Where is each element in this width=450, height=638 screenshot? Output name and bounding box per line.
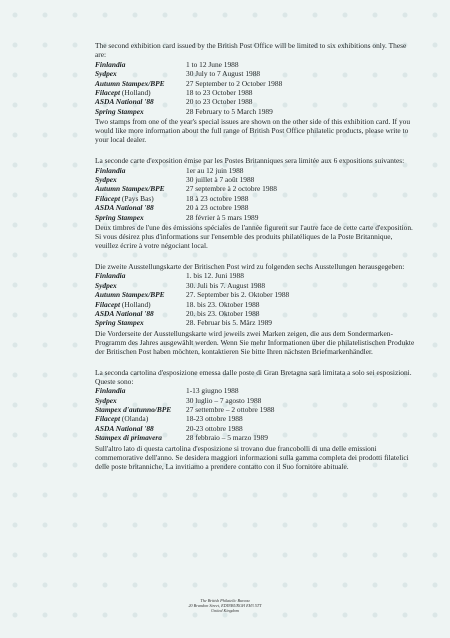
exhibition-row: [95, 203, 277, 212]
exhibition-dates: 20. bis 23. Oktober 1988: [186, 308, 260, 318]
exhibition-name: Sydpex: [95, 69, 117, 79]
exhibition-name: Sydpex: [95, 174, 117, 184]
exhibition-row: [95, 184, 277, 193]
exhibition-name: Finlandia: [95, 271, 126, 281]
exhibition-row: [95, 414, 274, 423]
exhibition-row: [95, 281, 289, 290]
exhibition-dates: 27. September bis 2. Oktober 1988: [186, 290, 290, 300]
exhibition-row: [95, 175, 277, 184]
exhibition-row: [95, 166, 277, 175]
exhibition-row: [95, 405, 274, 414]
publisher-name: The British Philatelic Bureau: [200, 598, 250, 603]
exhibition-row: [95, 213, 277, 222]
exhibition-row: [95, 60, 282, 69]
exhibition-dates: 30 luglio – 7 agosto 1988: [186, 395, 262, 405]
section-outro: Sull'altro lato di questa cartolina d'esposizione si trovano due francobolli di una delle emissioni commemorative dell'anno. Se desidera maggiori informazioni sulla gamma completa dei prodotti filatelici delle poste britanniche, La invitiamo a prendere contatto con il Suo fornitore abituale.: [95, 443, 409, 471]
section-intro: The second exhibition card issued by the British Post Office will be limited to six exhibitions only. These are:: [95, 41, 407, 60]
exhibition-name: Stampex di primavera: [95, 433, 162, 443]
exhibition-name: Stampex d'autunno/BPE: [95, 405, 172, 415]
exhibition-dates: 18-23 ottobre 1988: [186, 414, 243, 424]
exhibition-dates: 18 à 23 octobre 1988: [186, 193, 249, 203]
exhibition-dates: 27 septembre à 2 octobre 1988: [186, 184, 277, 194]
exhibition-dates: 30. Juli bis 7. August 1988: [186, 280, 266, 290]
exhibition-name: Autumn Stampex/BPE: [95, 184, 165, 194]
exhibition-row: [95, 433, 274, 442]
exhibition-dates: 1-13 giugno 1988: [186, 386, 239, 396]
section-german: [95, 262, 415, 356]
exhibition-name: Finlandia: [95, 59, 126, 69]
section-outro: Deux timbres de l'une des émissions spéciales de l'année figurent sur l'autre face de cette carte d'exposition. Si vous désirez plus d'informations sur l'ensemble des produits philatéliques de la Poste Britannique, veuillez écrire à votre négociant local.: [95, 222, 413, 251]
exhibition-dates: 20-23 ottobre 1988: [186, 423, 243, 433]
exhibition-name: ASDA National '88: [95, 308, 154, 318]
exhibition-row: [95, 88, 282, 97]
exhibition-row: [95, 97, 282, 106]
exhibition-name: Finlandia: [95, 165, 126, 175]
exhibition-name: Filacept: [95, 87, 121, 97]
publisher-street: 20 Brandon Street, EDINBURGH EH3 5TT: [188, 603, 262, 609]
exhibition-dates: 1er au 12 juin 1988: [186, 165, 244, 175]
exhibition-row: [95, 318, 289, 327]
exhibition-country: (Olanda): [120, 414, 149, 424]
exhibition-dates: 27 September to 2 October 1988: [186, 78, 283, 88]
exhibition-row: [95, 69, 282, 78]
exhibition-row: [95, 386, 274, 395]
publisher-address: [0, 598, 450, 613]
exhibition-dates: 18. bis 23. Oktober 1988: [186, 299, 260, 309]
exhibition-row: [95, 79, 282, 88]
exhibition-dates: 20 to 23 October 1988: [186, 97, 253, 107]
exhibition-dates: 28 February to 5 March 1989: [186, 106, 273, 116]
exhibition-dates: 1 to 12 June 1988: [186, 59, 239, 69]
section-outro: Two stamps from one of the year's special issues are shown on the other side of this exhibition card. If you would like more information about the full range of British Post Office philatelic products, please write to your local dealer.: [95, 117, 411, 145]
exhibition-name: Spring Stampex: [95, 106, 144, 116]
exhibition-country: (Holland): [120, 299, 151, 309]
section-intro: La seconda cartolina d'esposizione emessa dalle poste di Gran Bretagna sarà limitata a solo sei esposizioni. Queste sono:: [95, 367, 412, 386]
exhibition-dates: 18 to 23 October 1988: [186, 87, 253, 97]
section-intro: La seconde carte d'exposition émise par les Postes Britanniques sera limitée aux 6 expositions suivantes:: [95, 155, 405, 165]
exhibition-country: (Holland): [120, 87, 151, 97]
exhibition-name: Filacept: [95, 193, 121, 203]
exhibition-list: [95, 386, 274, 442]
exhibition-dates: 28 febbraio – 5 marzo 1989: [186, 433, 268, 443]
exhibition-row: [95, 271, 289, 280]
exhibition-list: [95, 166, 277, 222]
exhibition-row: [95, 309, 289, 318]
section-outro: Die Vorderseite der Ausstellungskarte wird jeweils zwei Marken zeigen, die aus dem Sondermarken-Programm des Jahres ausgewählt werden. Wenn Sie mehr Informationen über die philatelistischen Produkte der Britischen Post haben möchten, kontaktieren Sie bitte Ihren nächsten Briefmarkenhändler.: [95, 328, 415, 356]
publisher-country: United Kingdom: [211, 608, 239, 614]
exhibition-dates: 1. bis 12. Juni 1988: [186, 271, 244, 281]
exhibition-name: Filacept: [95, 414, 121, 424]
section-intro: Die zweite Ausstellungskarte der Britischen Post wird zu folgenden sechs Ausstellungen herausgegeben:: [95, 261, 405, 271]
exhibition-name: Autumn Stampex/BPE: [95, 78, 165, 88]
exhibition-row: [95, 300, 289, 309]
exhibition-list: [95, 60, 282, 116]
exhibition-dates: 27 settembre – 2 ottobre 1988: [186, 405, 275, 415]
exhibition-row: [95, 290, 289, 299]
section-english: [95, 41, 415, 144]
section-french: [95, 156, 415, 250]
exhibition-dates: 28. Februar bis 5. März 1989: [186, 318, 273, 328]
exhibition-country: (Pays Bas): [120, 193, 154, 203]
exhibition-name: ASDA National '88: [95, 97, 154, 107]
exhibition-row: [95, 396, 274, 405]
exhibition-name: Finlandia: [95, 386, 126, 396]
exhibition-dates: 20 à 23 octobre 1988: [186, 203, 249, 213]
exhibition-name: ASDA National '88: [95, 203, 154, 213]
exhibition-name: Spring Stampex: [95, 318, 144, 328]
exhibition-row: [95, 424, 274, 433]
section-italian: [95, 368, 415, 471]
exhibition-name: Spring Stampex: [95, 212, 144, 222]
exhibition-list: [95, 271, 289, 327]
exhibition-name: Sydpex: [95, 280, 117, 290]
exhibition-row: [95, 107, 282, 116]
exhibition-name: Filacept: [95, 299, 121, 309]
card-text: [95, 41, 415, 482]
exhibition-name: Sydpex: [95, 395, 117, 405]
exhibition-name: Autumn Stampex/BPE: [95, 290, 165, 300]
exhibition-name: ASDA National '88: [95, 423, 154, 433]
exhibition-dates: 28 février à 5 mars 1989: [186, 212, 259, 222]
exhibition-row: [95, 194, 277, 203]
exhibition-dates: 30 juillet à 7 août 1988: [186, 174, 255, 184]
exhibition-dates: 30 July to 7 August 1988: [186, 69, 261, 79]
